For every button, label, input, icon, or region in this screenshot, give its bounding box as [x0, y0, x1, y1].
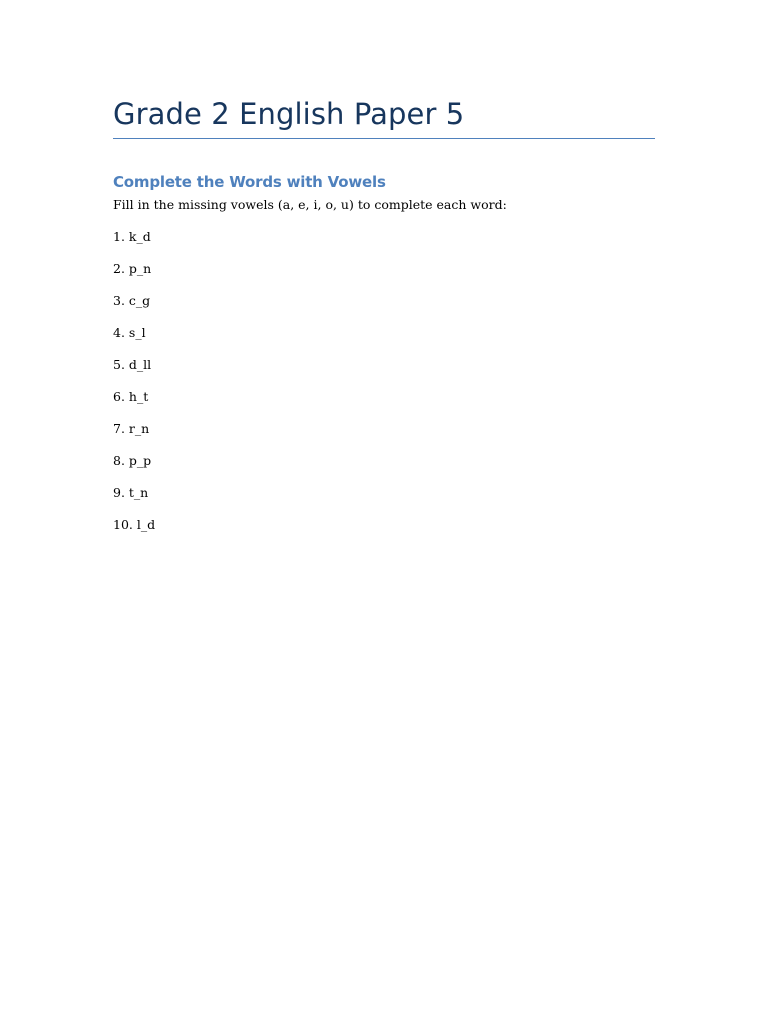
word-item-7: 7. r_n: [113, 421, 150, 436]
word-item-9: 9. t_n: [113, 485, 149, 500]
section-heading: Complete the Words with Vowels: [113, 173, 386, 191]
section-instructions: Fill in the missing vowels (a, e, i, o, u) to complete each word:: [113, 197, 507, 212]
word-item-4: 4. s_l: [113, 325, 146, 340]
document-title: Grade 2 English Paper 5: [113, 97, 465, 131]
title-underline-rule: [113, 138, 655, 139]
word-item-1: 1. k_d: [113, 229, 151, 244]
word-item-6: 6. h_t: [113, 389, 149, 404]
word-item-8: 8. p_p: [113, 453, 152, 468]
word-item-2: 2. p_n: [113, 261, 152, 276]
word-item-3: 3. c_g: [113, 293, 151, 308]
word-list: [113, 228, 655, 533]
word-item-10: 10. l_d: [113, 517, 156, 532]
document-content: [113, 94, 655, 533]
word-item-5: 5. d_ll: [113, 357, 152, 372]
